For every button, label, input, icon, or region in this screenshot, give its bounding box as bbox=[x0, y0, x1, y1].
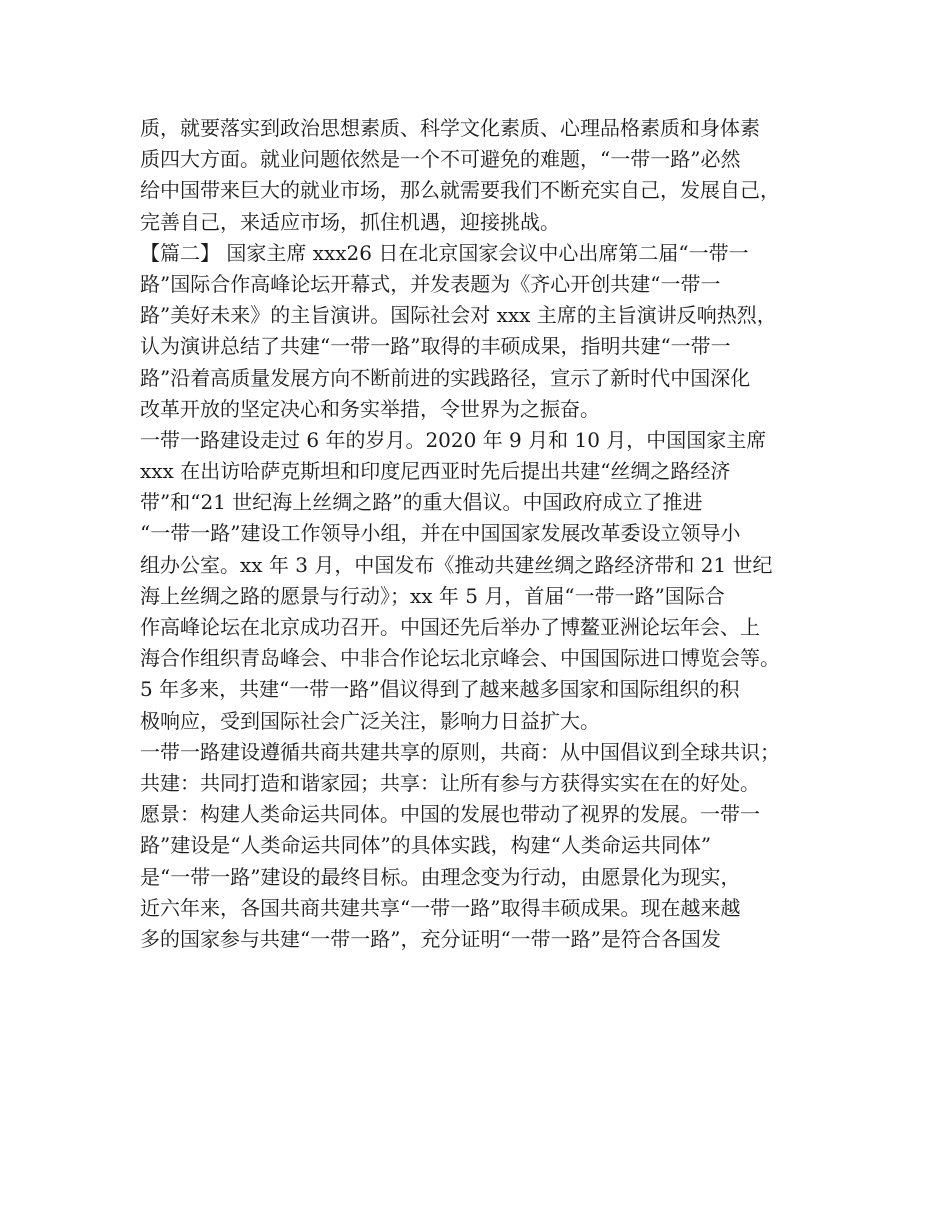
text-line: 作高峰论坛在北京成功召开。中国还先后举办了博鳌亚洲论坛年会、上 bbox=[140, 615, 760, 639]
text-line: 愿景：构建人类命运共同体。中国的发展也带动了视界的发展。一带一 bbox=[140, 802, 760, 827]
text-line: “一带一路”建设工作领导小组，并在中国国家发展改革委设立领导小 bbox=[140, 521, 741, 546]
text-line: 路”国际合作高峰论坛开幕式，并发表题为《齐心开创共建“一带一 bbox=[140, 271, 721, 296]
text-line: 完善自己，来适应市场，抓住机遇，迎接挑战。 bbox=[140, 209, 560, 234]
text-line: 极响应，受到国际社会广泛关注，影响力日益扩大。 bbox=[140, 708, 600, 733]
text-line: 多的国家参与共建“一带一路”，充分证明“一带一路”是符合各国发 bbox=[140, 926, 721, 951]
text-line: 路”美好未来》的主旨演讲。国际社会对 xxx 主席的主旨演讲反响热烈， bbox=[140, 303, 777, 328]
text-line: 海上丝绸之路的愿景与行动》；xx 年 5 月，首届“一带一路”国际合 bbox=[140, 583, 725, 608]
document-body bbox=[140, 113, 830, 955]
text-line: xxx 在出访哈萨克斯坦和印度尼西亚时先后提出共建“丝绸之路经济 bbox=[140, 459, 731, 484]
text-line: 质，就要落实到政治思想素质、科学文化素质、心理品格素质和身体素 bbox=[140, 116, 760, 140]
text-line: 认为演讲总结了共建“一带一路”取得的丰硕成果，指明共建“一带一 bbox=[140, 334, 731, 359]
text-line: 共建：共同打造和谐家园；共享：让所有参与方获得实实在在的好处。 bbox=[140, 770, 760, 795]
text-line: 质四大方面。就业问题依然是一个不可避免的难题，“一带一路”必然 bbox=[140, 147, 741, 172]
text-line: 是“一带一路”建设的最终目标。由理念变为行动，由愿景化为现实， bbox=[140, 864, 741, 889]
text-line: 5 年多来，共建“一带一路”倡议得到了越来越多国家和国际组织的积 bbox=[140, 677, 740, 702]
text-line: 带”和“21 世纪海上丝绸之路”的重大倡议。中国政府成立了推进 bbox=[140, 490, 703, 515]
text-line: 一带一路建设走过 6 年的岁月。2020 年 9 月和 10 月，中国国家主席 bbox=[140, 427, 767, 452]
text-line: 改革开放的坚定决心和务实举措，令世界为之振奋。 bbox=[140, 396, 600, 421]
text-line: 路”建设是“人类命运共同体”的具体实践，构建“人类命运共同体” bbox=[140, 833, 712, 858]
text-line: 一带一路建设遵循共商共建共享的原则，共商：从中国倡议到全球共识； bbox=[140, 739, 780, 764]
text-line: 给中国带来巨大的就业市场，那么就需要我们不断充实自己，发展自己， bbox=[140, 178, 780, 203]
text-line: 海合作组织青岛峰会、中非合作论坛北京峰会、中国国际进口博览会等。 bbox=[140, 646, 780, 671]
section-heading-line: 【篇二】 国家主席 xxx26 日在北京国家会议中心出席第二届“一带一 bbox=[140, 240, 749, 265]
text-line: 路”沿着高质量发展方向不断前进的实践路径，宣示了新时代中国深化 bbox=[140, 365, 751, 390]
text-line: 组办公室。xx 年 3 月，中国发布《推动共建丝绸之路经济带和 21 世纪 bbox=[140, 552, 773, 577]
text-line: 近六年来，各国共商共建共享“一带一路”取得丰硕成果。现在越来越 bbox=[140, 895, 741, 920]
